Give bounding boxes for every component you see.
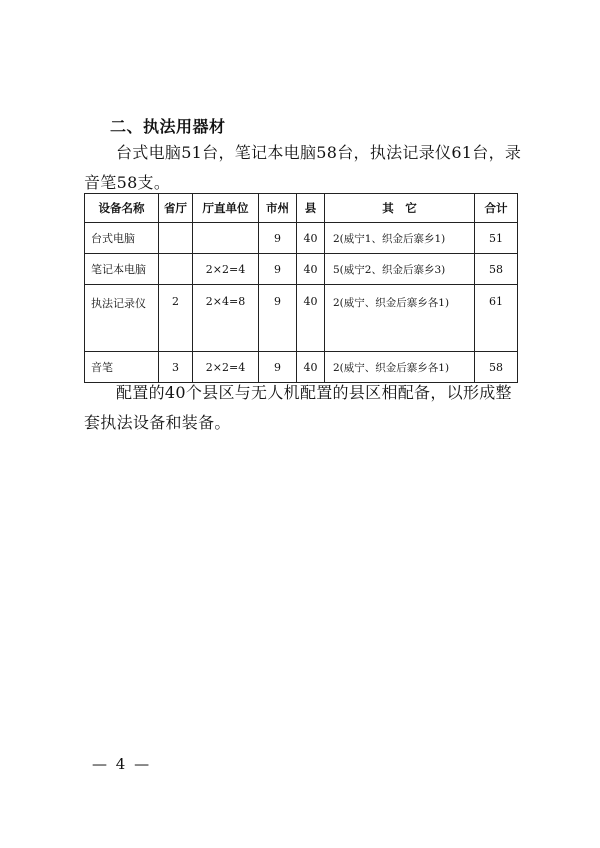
- cell-device-name: 笔记本电脑: [85, 254, 159, 285]
- cell-total: 61: [475, 285, 518, 352]
- cell-total: 58: [475, 352, 518, 383]
- page-number: — 4 —: [92, 755, 152, 773]
- header-direct-units: 厅直单位: [193, 194, 259, 223]
- cell-device-name: 执法记录仪: [85, 285, 159, 352]
- cell-county: 40: [297, 285, 325, 352]
- header-other: 其 它: [325, 194, 475, 223]
- closing-paragraph: 配置的40个县区与无人机配置的县区相配备，以形成整套执法设备和装备。: [84, 383, 512, 432]
- table-row: [85, 223, 518, 254]
- cell-total: 51: [475, 223, 518, 254]
- cell-city: 9: [259, 254, 297, 285]
- cell-other: 2(威宁1、织金后寨乡1): [325, 223, 475, 254]
- cell-city: 9: [259, 223, 297, 254]
- table-row: [85, 254, 518, 285]
- cell-direct-units: 2×2=4: [193, 254, 259, 285]
- cell-total: 58: [475, 254, 518, 285]
- cell-other: 5(威宁2、织金后寨乡3): [325, 254, 475, 285]
- section-title: 二、执法用器材: [110, 117, 226, 136]
- cell-city: 9: [259, 352, 297, 383]
- header-city: 市州: [259, 194, 297, 223]
- intro-paragraph: 台式电脑51台，笔记本电脑58台，执法记录仪61台，录音笔58支。: [84, 143, 522, 192]
- cell-county: 40: [297, 352, 325, 383]
- cell-direct-units: 2×4=8: [193, 285, 259, 352]
- cell-province-dept: 3: [159, 352, 193, 383]
- header-province-dept: 省厅: [159, 194, 193, 223]
- cell-county: 40: [297, 254, 325, 285]
- header-total: 合计: [475, 194, 518, 223]
- cell-city: 9: [259, 285, 297, 352]
- cell-device-name: 音笔: [85, 352, 159, 383]
- table-header-row: [85, 194, 518, 223]
- cell-direct-units: [193, 223, 259, 254]
- header-device-name: 设备名称: [85, 194, 159, 223]
- header-county: 县: [297, 194, 325, 223]
- cell-direct-units: 2×2=4: [193, 352, 259, 383]
- equipment-table: [84, 193, 518, 383]
- cell-province-dept: [159, 254, 193, 285]
- cell-province-dept: [159, 223, 193, 254]
- cell-county: 40: [297, 223, 325, 254]
- table-row: [85, 285, 518, 352]
- cell-province-dept: 2: [159, 285, 193, 352]
- cell-device-name: 台式电脑: [85, 223, 159, 254]
- cell-other: 2(威宁、织金后寨乡各1): [325, 352, 475, 383]
- cell-other: 2(威宁、织金后寨乡各1): [325, 285, 475, 352]
